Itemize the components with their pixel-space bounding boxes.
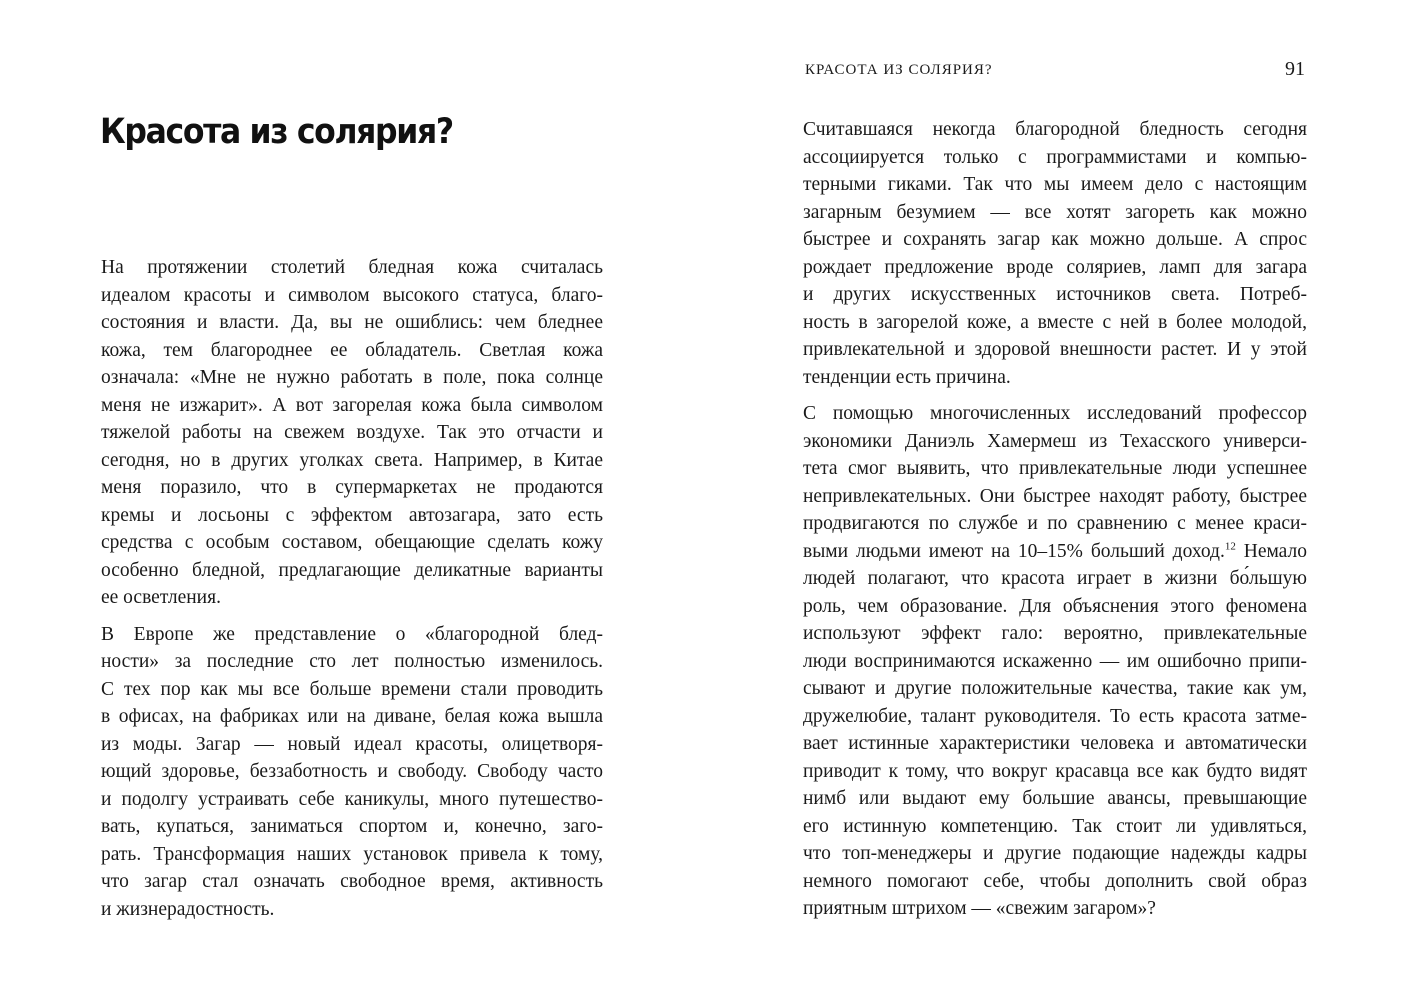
text-line [803,538,1307,566]
text-line: средства с особым составом, обещающие сделать кожу [101,532,603,553]
text-line: означала: «Мне не нужно работать в поле, пока солнце [101,367,603,388]
text-line: ющий здоровье, беззаботность и свободу. Свободу часто [101,761,603,782]
footnote-ref[interactable]: 12 [1224,540,1236,552]
text-line: В Европе же представление о «благородной блед- [101,623,603,645]
text-line: особенно бледной, предлагающие деликатные варианты [101,559,603,581]
text-line: загарным безумием — все хотят загореть как можно [803,201,1307,223]
text-line: что загар стал означать свободное время, активность [101,871,603,892]
text-line: экономики Даниэль Хамермеш из Техасского универси- [803,430,1307,452]
text-line: роль, чем образование. Для объяснения этого феномена [803,595,1307,617]
text-span: выми людьми имеют на 10–15% больший доход. [803,540,1225,562]
text-line: ности» за последние сто лет полностью изменилось. [101,651,603,672]
text-line: людей полагают, что красота играет в жизни бо́льшую [803,568,1307,589]
left-page [0,0,703,1000]
paragraph-lines [803,565,1307,923]
text-line: ее осветления. [101,587,221,608]
text-line: и подолгу устраивать себе каникулы, много путешество- [101,788,603,810]
text-line: в офисах, на фабриках или на диване, белая кожа вышла [101,706,603,727]
text-line: продвигаются по службе и по сравнению с менее краси- [803,513,1307,534]
text-line: приводит к тому, что вокруг красавца все как будто видят [803,760,1307,782]
text-line: быстрее и сохранять загар как можно дольше. А спрос [803,229,1307,250]
text-line: вает истинные характеристики человека и автоматически [803,733,1307,754]
text-line: немного помогают себе, чтобы дополнить свой образ [803,870,1307,892]
text-line: На протяжении столетий бледная кожа считалась [101,257,603,278]
text-line: рождает предложение вроде соляриев, ламп для загара [803,256,1307,278]
text-line: из моды. Загар — новый идеал красоты, олицетворя- [101,733,603,755]
text-line: меня поразило, что в супермаркетах не продаются [101,477,603,498]
page-number: 91 [1285,58,1305,80]
text-line: люди воспринимаются искаженно — им ошибочно припи- [803,650,1307,672]
paragraph [803,116,1307,391]
text-line: его истинную компетенцию. Так стоит ли удивляться, [803,815,1307,837]
text-line: тета смог выявить, что привлекательные люди успешнее [803,458,1307,479]
text-line: сегодня, но в других уголках света. Например, в Китае [101,449,603,471]
text-line: дружелюбие, талант руководителя. То есть красота затме- [803,705,1307,727]
text-line: приятным штрихом — «свежим загаром»? [803,898,1156,919]
paragraph [803,400,1307,923]
text-line: ассоциируется только с программистами и компью- [803,146,1307,168]
text-line: кожа, тем благороднее ее обладатель. Светлая кожа [101,339,603,361]
text-line: и жизнерадостность. [101,898,275,920]
text-line: Считавшаяся некогда благородной бледность сегодня [803,119,1307,140]
text-line: вать, купаться, заниматься спортом и, конечно, заго- [101,816,603,837]
paragraph [101,621,603,924]
text-line: С помощью многочисленных исследований профессор [803,403,1307,424]
running-head: КРАСОТА ИЗ СОЛЯРИЯ? [805,62,993,78]
text-line: ность в загорелой коже, а вместе с ней в более молодой, [803,311,1307,333]
text-span: Немало [1235,540,1307,562]
text-line: меня не изжарит». А вот загорелая кожа была символом [101,394,603,416]
text-line: С тех пор как мы все больше времени стали проводить [101,678,603,700]
text-line: непривлекательных. Они быстрее находят работу, быстрее [803,485,1307,507]
text-line: тенденции есть причина. [803,366,1011,388]
text-line: терными гиками. Так что мы имеем дело с настоящим [803,174,1307,195]
text-line: что топ-менеджеры и другие подающие надежды кадры [803,843,1307,864]
text-line: рать. Трансформация наших установок привела к тому, [101,843,603,865]
text-line: тяжелой работы на свежем воздухе. Так это отчасти и [101,422,603,443]
chapter-title: Красота из солярия? [100,112,453,152]
right-page [703,0,1407,1000]
text-line: и других искусственных источников света. Потреб- [803,284,1307,305]
text-line: идеалом красоты и символом высокого статуса, благо- [101,284,603,306]
text-line: состояния и власти. Да, вы не ошиблись: чем бледнее [101,312,603,333]
right-page-body [803,116,1307,932]
left-page-body [101,254,603,932]
text-line: привлекательной и здоровой внешности растет. И у этой [803,339,1307,360]
paragraph [101,254,603,612]
text-line: кремы и лосьоны с эффектом автозагара, зато есть [101,504,603,526]
text-line: нимб или выдают ему большие авансы, превышающие [803,788,1307,809]
text-line: используют эффект гало: вероятно, привлекательные [803,623,1307,644]
text-line: сывают и другие положительные качества, такие как ум, [803,678,1307,699]
paragraph-lines [803,400,1307,538]
